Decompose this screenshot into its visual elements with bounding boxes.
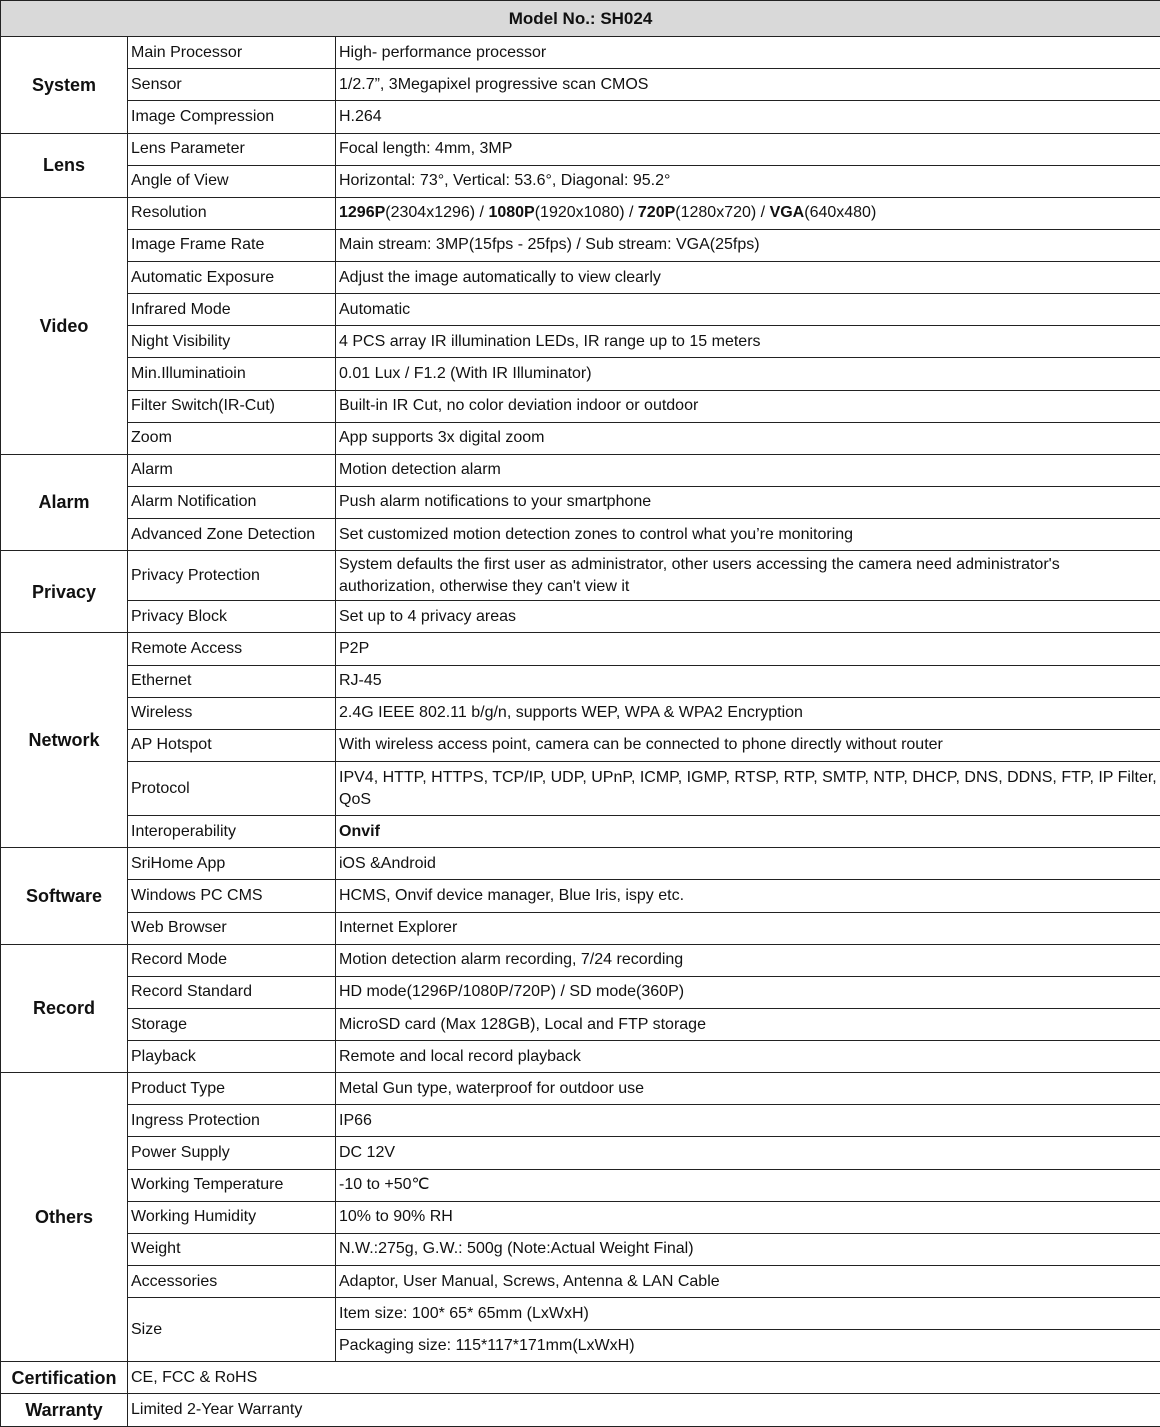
param-zoom: Zoom bbox=[128, 422, 336, 454]
param-windows-pc-cms: Windows PC CMS bbox=[128, 880, 336, 912]
value-ethernet: RJ-45 bbox=[336, 665, 1160, 697]
spec-row bbox=[1, 633, 1160, 665]
spec-row bbox=[1, 1169, 1160, 1201]
value-infrared-mode: Automatic bbox=[336, 294, 1160, 326]
spec-row bbox=[1, 1073, 1160, 1105]
param-ingress-protection: Ingress Protection bbox=[128, 1105, 336, 1137]
spec-row-certification bbox=[1, 1362, 1160, 1394]
value-power-supply: DC 12V bbox=[336, 1137, 1160, 1169]
value-image-frame-rate: Main stream: 3MP(15fps - 25fps) / Sub stream: VGA(25fps) bbox=[336, 229, 1160, 261]
param-accessories: Accessories bbox=[128, 1265, 336, 1297]
param-wireless: Wireless bbox=[128, 697, 336, 729]
title-row bbox=[1, 1, 1160, 37]
value-working-temperature: -10 to +50℃ bbox=[336, 1169, 1160, 1201]
param-main-processor: Main Processor bbox=[128, 37, 336, 69]
value-ingress-protection: IP66 bbox=[336, 1105, 1160, 1137]
spec-row bbox=[1, 165, 1160, 197]
value-privacy-block: Set up to 4 privacy areas bbox=[336, 601, 1160, 633]
value-accessories: Adaptor, User Manual, Screws, Antenna & LAN Cable bbox=[336, 1265, 1160, 1297]
value-image-compression: H.264 bbox=[336, 101, 1160, 133]
value-interoperability bbox=[336, 816, 1160, 848]
spec-row bbox=[1, 294, 1160, 326]
value-main-processor: High- performance processor bbox=[336, 37, 1160, 69]
spec-row bbox=[1, 1233, 1160, 1265]
spec-row bbox=[1, 1298, 1160, 1330]
value-angle-of-view: Horizontal: 73°, Vertical: 53.6°, Diagonal: 95.2° bbox=[336, 165, 1160, 197]
spec-row bbox=[1, 1265, 1160, 1297]
spec-row bbox=[1, 422, 1160, 454]
param-infrared-mode: Infrared Mode bbox=[128, 294, 336, 326]
spec-row bbox=[1, 601, 1160, 633]
spec-row bbox=[1, 454, 1160, 486]
value-night-visibility: 4 PCS array IR illumination LEDs, IR range up to 15 meters bbox=[336, 326, 1160, 358]
spec-row bbox=[1, 486, 1160, 518]
value-alarm: Motion detection alarm bbox=[336, 454, 1160, 486]
value-working-humidity: 10% to 90% RH bbox=[336, 1201, 1160, 1233]
value-part: (2304x1296) / bbox=[385, 204, 489, 222]
value-srihome-app: iOS &Android bbox=[336, 848, 1160, 880]
category-others: Others bbox=[1, 1073, 128, 1362]
value-alarm-notification: Push alarm notifications to your smartphone bbox=[336, 486, 1160, 518]
category-software: Software bbox=[1, 848, 128, 944]
value-storage: MicroSD card (Max 128GB), Local and FTP storage bbox=[336, 1008, 1160, 1040]
param-image-frame-rate: Image Frame Rate bbox=[128, 229, 336, 261]
spec-row bbox=[1, 848, 1160, 880]
param-web-browser: Web Browser bbox=[128, 912, 336, 944]
param-advanced-zone-detection: Advanced Zone Detection bbox=[128, 519, 336, 551]
param-product-type: Product Type bbox=[128, 1073, 336, 1105]
value-warranty: Limited 2-Year Warranty bbox=[128, 1394, 1160, 1427]
spec-row bbox=[1, 197, 1160, 229]
param-storage: Storage bbox=[128, 1008, 336, 1040]
category-privacy: Privacy bbox=[1, 551, 128, 633]
value-bold-part: VGA bbox=[769, 204, 805, 222]
param-privacy-protection: Privacy Protection bbox=[128, 551, 336, 601]
param-min-illuminatioin: Min.Illuminatioin bbox=[128, 358, 336, 390]
param-remote-access: Remote Access bbox=[128, 633, 336, 665]
value-part: (1280x720) / bbox=[675, 204, 770, 222]
category-certification: Certification bbox=[1, 1362, 128, 1394]
value-size: Packaging size: 115*117*171mm(LxWxH) bbox=[336, 1330, 1160, 1362]
spec-row bbox=[1, 358, 1160, 390]
value-remote-access: P2P bbox=[336, 633, 1160, 665]
spec-table-body bbox=[1, 1, 1160, 1427]
param-power-supply: Power Supply bbox=[128, 1137, 336, 1169]
value-automatic-exposure: Adjust the image automatically to view clearly bbox=[336, 262, 1160, 294]
value-wireless: 2.4G IEEE 802.11 b/g/n, supports WEP, WPA & WPA2 Encryption bbox=[336, 697, 1160, 729]
value-record-mode: Motion detection alarm recording, 7/24 recording bbox=[336, 944, 1160, 976]
spec-row bbox=[1, 1201, 1160, 1233]
value-bold-part: Onvif bbox=[339, 822, 380, 840]
value-part: (1920x1080) / bbox=[534, 204, 638, 222]
param-ap-hotspot: AP Hotspot bbox=[128, 729, 336, 761]
spec-row bbox=[1, 697, 1160, 729]
param-automatic-exposure: Automatic Exposure bbox=[128, 262, 336, 294]
spec-row bbox=[1, 390, 1160, 422]
param-lens-parameter: Lens Parameter bbox=[128, 133, 336, 165]
value-protocol: IPV4, HTTP, HTTPS, TCP/IP, UDP, UPnP, ICMP, IGMP, RTSP, RTP, SMTP, NTP, DHCP, DNS, DDNS, FTP, IP Filter, QoS bbox=[336, 761, 1160, 815]
value-windows-pc-cms: HCMS, Onvif device manager, Blue Iris, ispy etc. bbox=[336, 880, 1160, 912]
param-privacy-block: Privacy Block bbox=[128, 601, 336, 633]
param-alarm: Alarm bbox=[128, 454, 336, 486]
spec-row bbox=[1, 133, 1160, 165]
value-bold-part: 720P bbox=[637, 204, 676, 222]
param-protocol: Protocol bbox=[128, 761, 336, 815]
spec-row bbox=[1, 1137, 1160, 1169]
value-resolution bbox=[336, 197, 1160, 229]
category-alarm: Alarm bbox=[1, 454, 128, 550]
spec-row bbox=[1, 761, 1160, 815]
param-filter-switch-ir-cut: Filter Switch(IR-Cut) bbox=[128, 390, 336, 422]
spec-row bbox=[1, 37, 1160, 69]
spec-row bbox=[1, 551, 1160, 601]
spec-row bbox=[1, 101, 1160, 133]
param-interoperability: Interoperability bbox=[128, 816, 336, 848]
value-bold-part: 1296P bbox=[339, 204, 386, 222]
value-min-illuminatioin: 0.01 Lux / F1.2 (With IR Illuminator) bbox=[336, 358, 1160, 390]
param-working-humidity: Working Humidity bbox=[128, 1201, 336, 1233]
param-resolution: Resolution bbox=[128, 197, 336, 229]
param-weight: Weight bbox=[128, 1233, 336, 1265]
param-record-standard: Record Standard bbox=[128, 976, 336, 1008]
value-ap-hotspot: With wireless access point, camera can be connected to phone directly without router bbox=[336, 729, 1160, 761]
spec-row bbox=[1, 665, 1160, 697]
param-working-temperature: Working Temperature bbox=[128, 1169, 336, 1201]
value-weight: N.W.:275g, G.W.: 500g (Note:Actual Weight Final) bbox=[336, 1233, 1160, 1265]
spec-row bbox=[1, 229, 1160, 261]
value-advanced-zone-detection: Set customized motion detection zones to control what you’re monitoring bbox=[336, 519, 1160, 551]
value-lens-parameter: Focal length: 4mm, 3MP bbox=[336, 133, 1160, 165]
spec-row bbox=[1, 69, 1160, 101]
value-filter-switch-ir-cut: Built-in IR Cut, no color deviation indoor or outdoor bbox=[336, 390, 1160, 422]
value-size: Item size: 100* 65* 65mm (LxWxH) bbox=[336, 1298, 1160, 1330]
spec-row-warranty bbox=[1, 1394, 1160, 1427]
param-night-visibility: Night Visibility bbox=[128, 326, 336, 358]
param-size: Size bbox=[128, 1298, 336, 1362]
param-record-mode: Record Mode bbox=[128, 944, 336, 976]
value-zoom: App supports 3x digital zoom bbox=[336, 422, 1160, 454]
spec-row bbox=[1, 912, 1160, 944]
category-lens: Lens bbox=[1, 133, 128, 197]
spec-row bbox=[1, 262, 1160, 294]
param-angle-of-view: Angle of View bbox=[128, 165, 336, 197]
param-srihome-app: SriHome App bbox=[128, 848, 336, 880]
param-alarm-notification: Alarm Notification bbox=[128, 486, 336, 518]
model-title: Model No.: SH024 bbox=[1, 1, 1160, 37]
spec-row bbox=[1, 976, 1160, 1008]
value-bold-part: 1080P bbox=[488, 204, 535, 222]
spec-row bbox=[1, 519, 1160, 551]
value-playback: Remote and local record playback bbox=[336, 1041, 1160, 1073]
category-video: Video bbox=[1, 197, 128, 454]
param-playback: Playback bbox=[128, 1041, 336, 1073]
value-product-type: Metal Gun type, waterproof for outdoor use bbox=[336, 1073, 1160, 1105]
spec-row bbox=[1, 816, 1160, 848]
spec-row bbox=[1, 729, 1160, 761]
category-warranty: Warranty bbox=[1, 1394, 128, 1427]
value-web-browser: Internet Explorer bbox=[336, 912, 1160, 944]
spec-row bbox=[1, 1105, 1160, 1137]
param-image-compression: Image Compression bbox=[128, 101, 336, 133]
category-system: System bbox=[1, 37, 128, 133]
value-certification: CE, FCC & RoHS bbox=[128, 1362, 1160, 1394]
category-record: Record bbox=[1, 944, 128, 1073]
value-privacy-protection: System defaults the first user as administrator, other users accessing the camera need administrator's authorization, otherwise they can't view it bbox=[336, 551, 1160, 601]
spec-row bbox=[1, 326, 1160, 358]
value-sensor: 1/2.7”, 3Megapixel progressive scan CMOS bbox=[336, 69, 1160, 101]
param-sensor: Sensor bbox=[128, 69, 336, 101]
value-record-standard: HD mode(1296P/1080P/720P) / SD mode(360P) bbox=[336, 976, 1160, 1008]
category-network: Network bbox=[1, 633, 128, 848]
spec-row bbox=[1, 1008, 1160, 1040]
value-part: (640x480) bbox=[804, 204, 877, 222]
spec-row bbox=[1, 880, 1160, 912]
param-ethernet: Ethernet bbox=[128, 665, 336, 697]
spec-row bbox=[1, 1041, 1160, 1073]
spec-row bbox=[1, 944, 1160, 976]
